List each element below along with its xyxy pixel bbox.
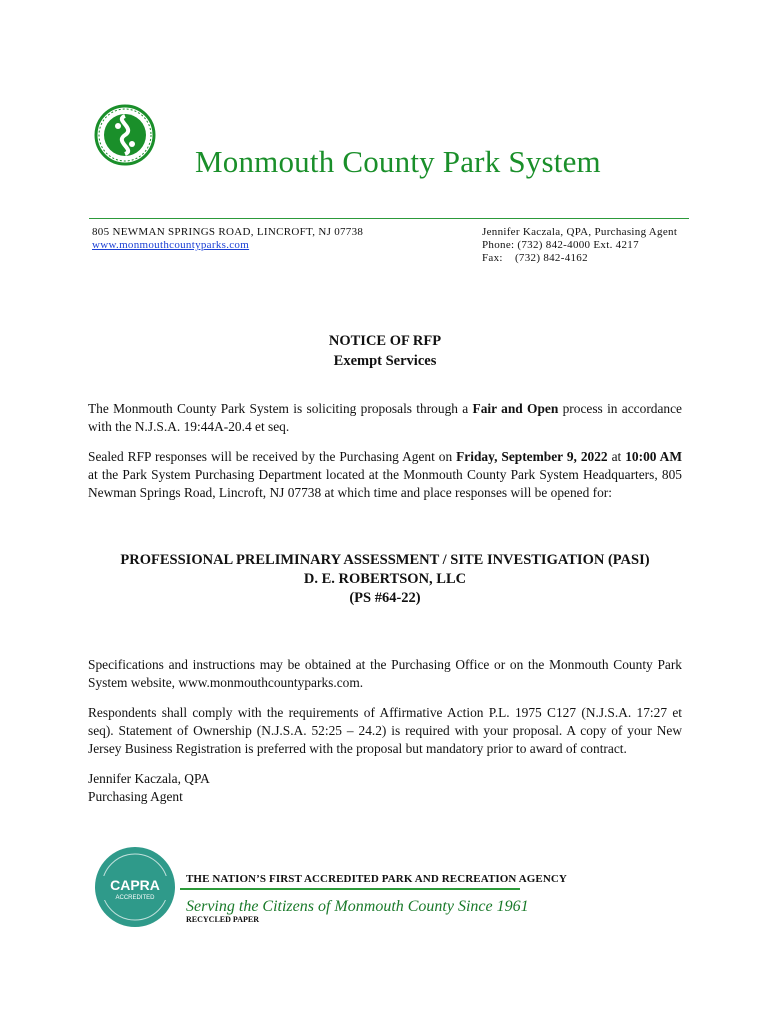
capra-word: CAPRA xyxy=(110,877,160,893)
contact-fax: Fax: (732) 842-4162 xyxy=(482,252,588,264)
street-address: 805 NEWMAN SPRINGS ROAD, LINCROFT, NJ 07738 xyxy=(92,226,364,238)
header-address-block xyxy=(92,226,363,252)
due-time: 10:00 AM xyxy=(625,449,682,464)
website-link[interactable]: www.monmouthcountyparks.com xyxy=(92,239,250,251)
para2-text-mid: at xyxy=(607,449,626,464)
para1-text-end: process in accordance with the N.J.S.A. 19:44A-20.4 et seq. xyxy=(88,401,682,434)
project-company: D. E. ROBERTSON, LLC xyxy=(303,571,467,587)
submission-paragraph xyxy=(88,448,682,502)
para1-text-start: The Monmouth County Park System is soliciting proposals through a xyxy=(88,401,473,416)
due-date: Friday, September 9, 2022 xyxy=(456,449,608,464)
para1-bold: Fair and Open xyxy=(472,401,559,416)
project-heading xyxy=(0,551,770,608)
solicitation-paragraph xyxy=(88,400,682,436)
recycled-paper-note: RECYCLED PAPER xyxy=(186,915,259,924)
accreditation-tagline: THE NATION’S FIRST ACCREDITED PARK AND RECREATION AGENCY xyxy=(186,873,567,885)
notice-title: NOTICE OF RFP xyxy=(328,333,442,349)
signature-block xyxy=(88,770,210,806)
contact-name: Jennifer Kaczala, QPA, Purchasing Agent xyxy=(482,226,678,238)
specifications-paragraph: Specifications and instructions may be obtained at the Purchasing Office or on the Monmouth County Park System website, www.monmouthcountyparks.com. xyxy=(88,657,682,690)
project-number: (PS #64-22) xyxy=(349,590,421,606)
park-system-logo xyxy=(94,104,156,166)
serving-slogan: Serving the Citizens of Monmouth County Since 1961 xyxy=(186,898,529,915)
header-divider xyxy=(89,218,689,219)
compliance-paragraph: Respondents shall comply with the requirements of Affirmative Action P.L. 1975 C127 (N.J.S.A. 17:27 et seq). Statement of Ownership (N.J.S.A. 52:25 – 24.2) is required with your proposal. A copy of your New Jersey Business Registration is preferred with the proposal but mandatory prior to award of contract. xyxy=(88,705,682,756)
organization-title: Monmouth County Park System xyxy=(195,144,601,179)
project-title: PROFESSIONAL PRELIMINARY ASSESSMENT / SITE INVESTIGATION (PASI) xyxy=(120,552,650,568)
notice-subtitle: Exempt Services xyxy=(333,353,437,369)
footer-divider xyxy=(180,888,520,890)
signature-title: Purchasing Agent xyxy=(88,789,183,804)
para2-text-end: at the Park System Purchasing Department located at the Monmouth County Park System Headquarters, 805 Newman Springs Road, Lincroft, NJ 07738 at which time and place responses will be opened for: xyxy=(88,467,682,500)
header-contact-block xyxy=(482,226,677,265)
contact-phone: Phone: (732) 842-4000 Ext. 4217 xyxy=(482,239,639,251)
notice-heading xyxy=(0,331,770,371)
capra-accredited: ACCREDITED xyxy=(115,895,155,901)
para2-text-start: Sealed RFP responses will be received by the Purchasing Agent on xyxy=(88,449,457,464)
capra-accreditation-seal xyxy=(94,846,176,928)
signature-name: Jennifer Kaczala, QPA xyxy=(88,771,210,786)
